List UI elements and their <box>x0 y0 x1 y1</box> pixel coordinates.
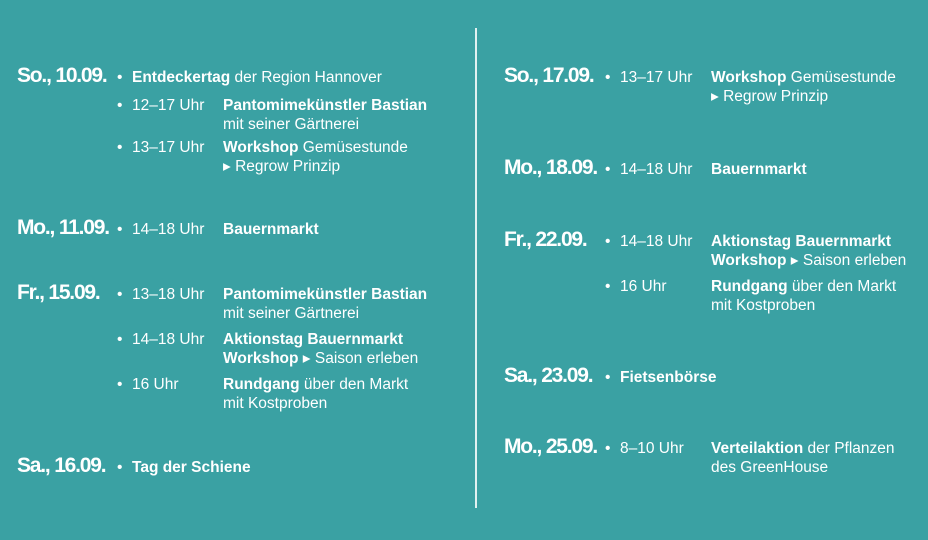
event-title: Rundgang <box>711 278 788 295</box>
event-title: Aktionstag Bauernmarkt <box>711 233 892 250</box>
event-title: Aktionstag Bauernmarkt <box>223 331 404 348</box>
event-title: Verteilaktion <box>711 440 804 457</box>
day-date: Mo., 25.09. <box>504 435 598 458</box>
event-title: Workshop <box>711 69 787 86</box>
bullet: • <box>605 278 611 295</box>
event-title: Pantomimekünstler Bastian <box>223 286 428 303</box>
event-title: Bauernmarkt <box>711 161 807 178</box>
bullet: • <box>117 221 123 238</box>
event-time: 16 Uhr <box>620 278 667 295</box>
event-line2: mit Kostproben <box>711 297 816 314</box>
event-line2-title: Workshop <box>711 252 787 269</box>
event-time: 13–18 Uhr <box>132 286 205 303</box>
event-text: der Region Hannover <box>230 69 382 86</box>
bullet: • <box>117 286 123 303</box>
event-line2: ▸ Regrow Prinzip <box>223 158 341 175</box>
event-title: Workshop <box>223 139 299 156</box>
event-line2: ▸ Saison erleben <box>298 350 419 367</box>
event-text: der Pflanzen <box>803 440 895 457</box>
bullet: • <box>117 97 123 114</box>
event-time: 13–17 Uhr <box>132 139 205 156</box>
event-time: 8–10 Uhr <box>620 440 684 457</box>
event-line2-title: Workshop <box>223 350 299 367</box>
bullet: • <box>605 369 611 386</box>
event-line2: ▸ Saison erleben <box>786 252 907 269</box>
event-time: 16 Uhr <box>132 376 179 393</box>
day-date: Sa., 16.09. <box>17 454 106 477</box>
event-time: 14–18 Uhr <box>620 233 693 250</box>
bullet: • <box>605 161 611 178</box>
event-line2: ▸ Regrow Prinzip <box>711 88 829 105</box>
event-title: Tag der Schiene <box>132 459 251 476</box>
event-text: Gemüsestunde <box>786 69 896 86</box>
event-time: 14–18 Uhr <box>132 331 205 348</box>
bullet: • <box>117 376 123 393</box>
event-line2: des GreenHouse <box>711 459 829 476</box>
bullet: • <box>117 459 123 476</box>
event-time: 14–18 Uhr <box>132 221 205 238</box>
event-line2: mit seiner Gärtnerei <box>223 305 360 322</box>
day-date: Fr., 22.09. <box>504 228 587 251</box>
day-date: So., 10.09. <box>17 64 107 87</box>
event-title: Rundgang <box>223 376 300 393</box>
bullet: • <box>117 139 123 156</box>
event-text: Gemüsestunde <box>298 139 408 156</box>
event-text: über den Markt <box>299 376 409 393</box>
event-time: 13–17 Uhr <box>620 69 693 86</box>
bullet: • <box>605 233 611 250</box>
day-date: Sa., 23.09. <box>504 364 593 387</box>
day-date: So., 17.09. <box>504 64 594 87</box>
day-date: Mo., 18.09. <box>504 156 598 179</box>
event-title: Pantomimekünstler Bastian <box>223 97 428 114</box>
bullet: • <box>117 331 123 348</box>
column-divider <box>475 28 477 508</box>
day-date: Fr., 15.09. <box>17 281 100 304</box>
event-time: 12–17 Uhr <box>132 97 205 114</box>
event-title: Bauernmarkt <box>223 221 319 238</box>
event-line2: mit Kostproben <box>223 395 328 412</box>
day-date: Mo., 11.09. <box>17 216 109 239</box>
event-time: 14–18 Uhr <box>620 161 693 178</box>
bullet: • <box>117 69 123 86</box>
event-title: Fietsenbörse <box>620 369 717 386</box>
bullet: • <box>605 69 611 86</box>
event-text: über den Markt <box>787 278 897 295</box>
event-title: Entdeckertag <box>132 69 231 86</box>
bullet: • <box>605 440 611 457</box>
event-line2: mit seiner Gärtnerei <box>223 116 360 133</box>
